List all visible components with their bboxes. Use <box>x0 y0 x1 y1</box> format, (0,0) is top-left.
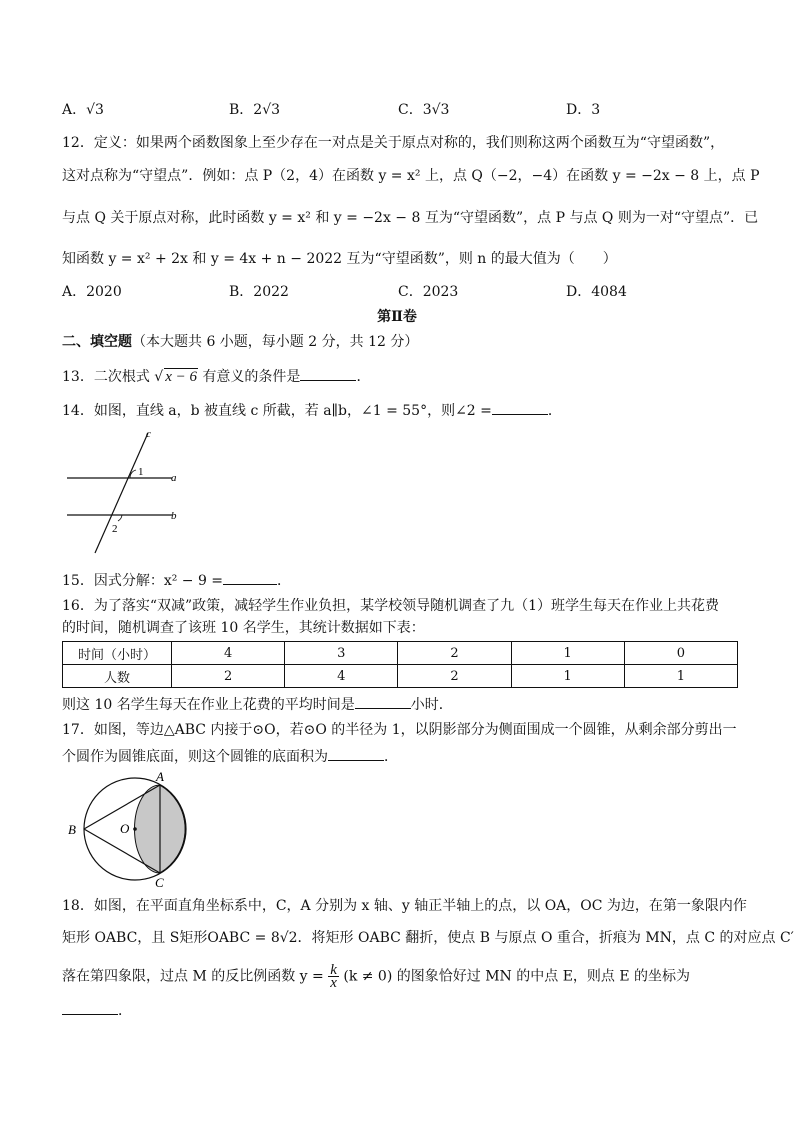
q14-figure <box>62 425 192 557</box>
q18-line-3: 落在第四象限，过点 M 的反比例函数 y = $\frac{k}{x}$ (k ≠ 0) 的图象恰好过 MN 的中点 E，则点 E 的坐标为 <box>62 962 691 991</box>
q16-answer-blank <box>355 694 411 709</box>
label-1: 1 <box>138 466 144 478</box>
table-cell: 0 <box>624 642 737 665</box>
label-a: A <box>156 770 164 784</box>
q17-answer-blank <box>328 746 384 761</box>
q11-option-a: A．√3 <box>62 102 104 118</box>
q14-answer-blank <box>492 400 548 415</box>
label-b: b <box>171 510 177 522</box>
q12-option-d: D．4084 <box>566 284 627 300</box>
q18-line-1: 18．如图，在平面直角坐标系中，C，A 分别为 x 轴、y 轴正半轴上的点，以 OA，OC 为边，在第一象限内作 <box>62 898 747 914</box>
radical-sign: √ <box>154 369 164 385</box>
q12-option-c: C．2023 <box>398 284 459 300</box>
q12-option-a: A．2020 <box>62 284 122 300</box>
table-cell: 4 <box>285 665 398 688</box>
q13: 13．二次根式 √ x − 6 有意义的条件是 ． <box>62 366 370 387</box>
q17-line-1: 17．如图，等边△ABC 内接于⊙O，若⊙O 的半径为 1，以阴影部分为侧面围成一个圆锥，从剩余部分剪出一 <box>62 722 737 738</box>
line-c <box>95 433 148 553</box>
q16-line-1: 16．为了落实“双减”政策，减轻学生作业负担，某学校领导随机调查了九（1）班学生每天在作业上共花费 <box>62 598 720 614</box>
q11-option-c: C．3√3 <box>398 102 450 118</box>
section-heading-label: 二、填空题 <box>62 334 132 350</box>
fraction-k-over-x: $\frac{k}{x}$ <box>330 962 337 991</box>
q12-line-4: 知函数 y = x² + 2x 和 y = 4x + n − 2022 互为“守望函数”，则 n 的最大值为（ ） <box>62 251 617 267</box>
section-heading <box>62 332 418 352</box>
table-cell: 人数 <box>63 665 172 688</box>
q18-answer-blank <box>62 1000 118 1015</box>
angle-2-arc <box>118 515 122 521</box>
table-cell: 2 <box>398 642 511 665</box>
q18-answer: ． <box>62 1000 132 1021</box>
q15-answer-blank <box>223 570 277 585</box>
label-c: C <box>155 875 164 890</box>
part-2-title: 第Ⅱ卷 <box>377 309 417 325</box>
label-o: O <box>120 821 130 836</box>
table-cell: 1 <box>511 665 624 688</box>
table-cell: 2 <box>398 665 511 688</box>
table-cell: 4 <box>172 642 285 665</box>
table-cell: 2 <box>172 665 285 688</box>
q16-table <box>62 641 738 688</box>
q12-line-2: 这对点称为“守望点”．例如：点 P（2，4）在函数 y = x² 上，点 Q（−2，−4）在函数 y = −2x − 8 上，点 P <box>62 168 760 184</box>
q13-answer-blank <box>300 366 356 381</box>
table-cell: 1 <box>624 665 737 688</box>
q14: 14．如图，直线 a，b 被直线 c 所截，若 a∥b，∠1 = 55°，则∠2 = ． <box>62 400 562 421</box>
table-cell: 3 <box>285 642 398 665</box>
label-a: a <box>171 472 177 484</box>
label-2: 2 <box>112 523 118 535</box>
label-c: c <box>146 428 151 440</box>
table-cell: 时间（小时） <box>63 642 172 665</box>
table-cell: 1 <box>511 642 624 665</box>
table-row <box>63 642 738 665</box>
q15: 15．因式分解：x² − 9 = ． <box>62 570 291 591</box>
table-row <box>63 665 738 688</box>
q12-option-b: B．2022 <box>229 284 289 300</box>
section-heading-note: （本大题共 6 小题，每小题 2 分，共 12 分） <box>132 334 419 350</box>
q13-radicand: x − 6 <box>165 369 197 385</box>
center-o <box>133 827 137 831</box>
q11-option-b: B．2√3 <box>229 102 281 118</box>
q11-option-d: D．3 <box>566 102 601 118</box>
q12-line-1: 12．定义：如果两个函数图象上至少存在一对点是关于原点对称的，我们则称这两个函数互为“守望函数”， <box>62 135 725 151</box>
q16-line-2: 的时间，随机调查了该班 10 名学生，其统计数据如下表： <box>62 620 425 636</box>
label-b: B <box>68 822 76 837</box>
q18-line-2: 矩形 OABC，且 S矩形OABC = 8√2．将矩形 OABC 翻折，使点 B 与原点 O 重合，折痕为 MN，点 C 的对应点 C′ <box>62 930 794 946</box>
q17-figure <box>62 770 212 890</box>
q17-line-2: 个圆作为圆锥底面，则这个圆锥的底面积为 ． <box>62 746 398 767</box>
q16-after: 则这 10 名学生每天在作业上花费的平均时间是 小时． <box>62 694 453 715</box>
q12-line-3: 与点 Q 关于原点对称，此时函数 y = x² 和 y = −2x − 8 互为“守望函数”，点 P 与点 Q 则为一对“守望点”．已 <box>62 210 759 226</box>
